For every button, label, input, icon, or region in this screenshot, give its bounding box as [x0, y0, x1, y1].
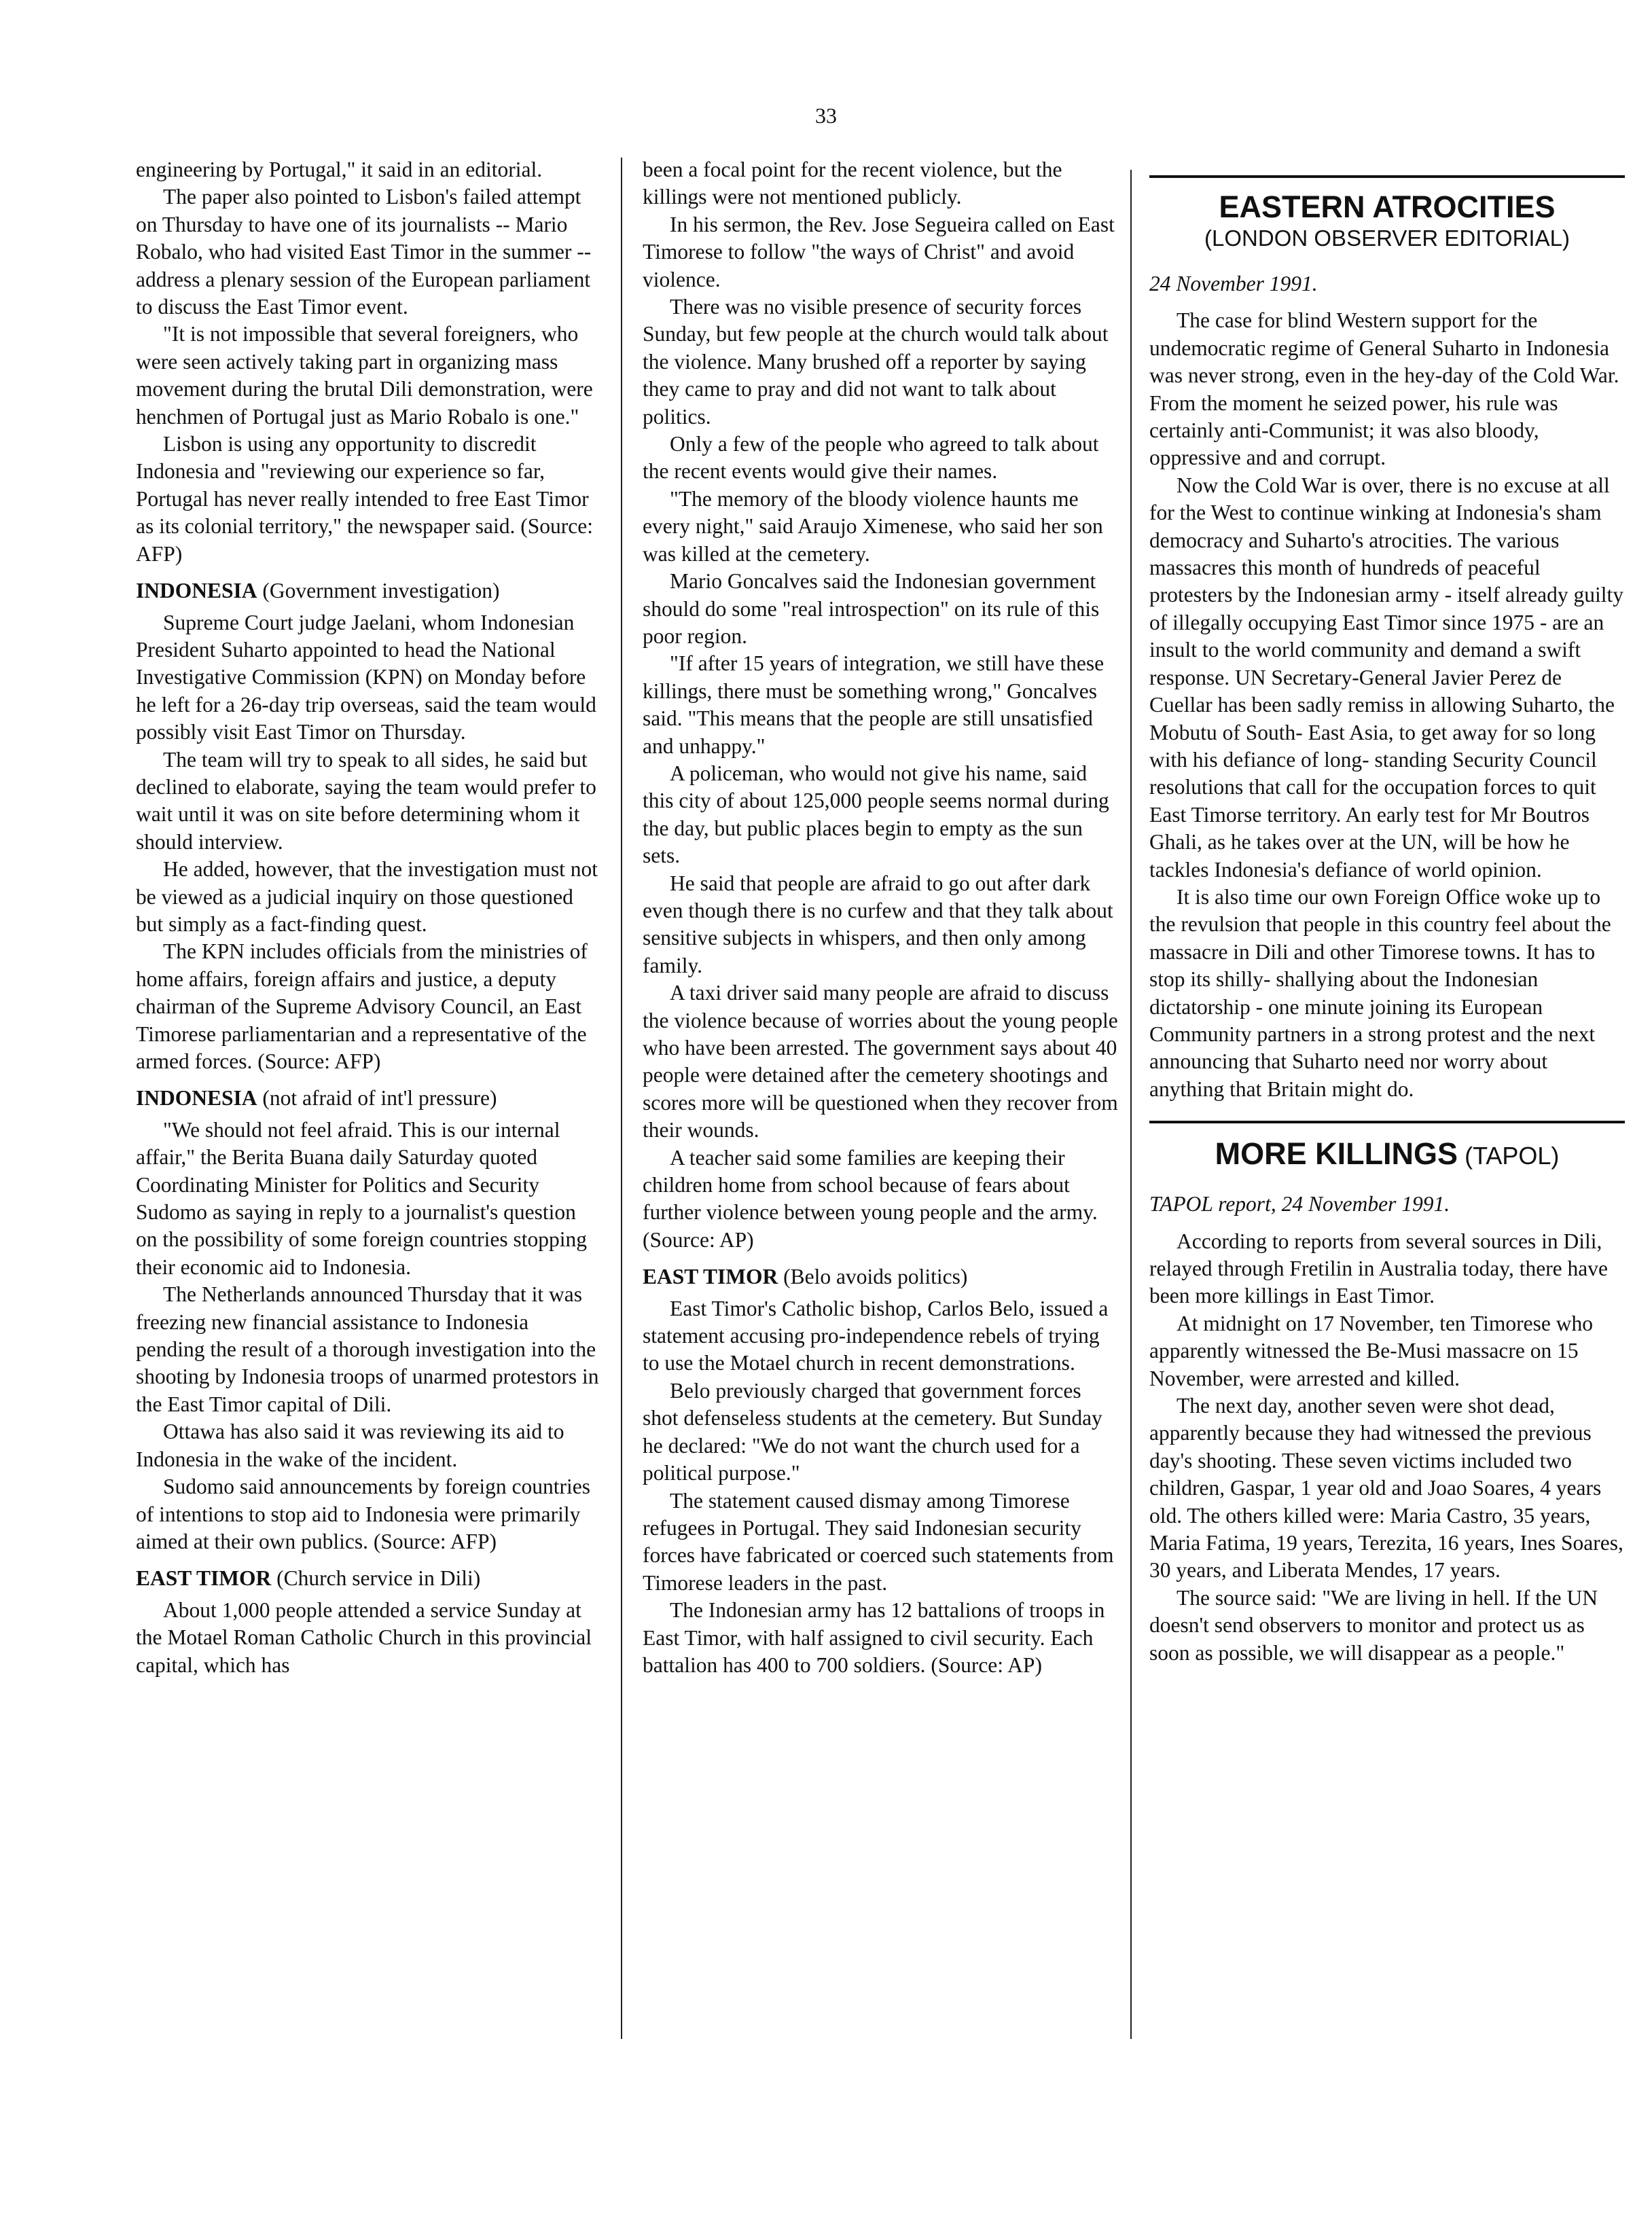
paragraph: Supreme Court judge Jaelani, whom Indonesian President Suharto appointed to head the National Investigative Commission (KPN) on Monday before he left for a 26-day trip overseas, said the team would possibly visit East Timor on Thursday.: [136, 610, 596, 744]
paragraph: "The memory of the bloody violence haunts me every night," said Araujo Ximenese, who said her son was killed at the cemetery.: [643, 486, 1103, 566]
article-heading: INDONESIA (not afraid of int'l pressure): [136, 1086, 497, 1110]
paragraph: The Netherlands announced Thursday that it was freezing new financial assistance to Indonesia pending the result of a thorough investigation into the shooting by Indonesia troops of unarmed protestors in the East Timor capital of Dili.: [136, 1282, 599, 1416]
paragraph: According to reports from several sources in Dili, relayed through Fretilin in Australia today, there have been more killings in East Timor.: [1149, 1229, 1609, 1308]
column-1: [136, 156, 599, 1679]
paragraph: The source said: "We are living in hell. If the UN doesn't send observers to monitor and protect us as soon as possible, we will disappear as a people.": [1149, 1585, 1598, 1665]
paragraph: "If after 15 years of integration, we still have these killings, there must be something wrong," Goncalves said. "This means that the people are still unsatisfied and unhappy.": [643, 651, 1105, 758]
paragraph: The next day, another seven were shot dead, apparently because they had witnessed the previous day's shooting. These seven victims included two children, Gaspar, 1 year old and Joao Soares, 4 years old. The others killed were: Maria Castro, 35 years, Maria Fatima, 19 years, Terezita, 16 years, Ines Soares, 30 years, and Liberata Mendes, 17 years.: [1149, 1394, 1623, 1583]
column-3: [1149, 175, 1625, 1667]
paragraph: Lisbon is using any opportunity to discredit Indonesia and "reviewing our experience so far, Portugal has never really intended to free East Timor as its colonial territory," the newspaper said. (Source: AFP): [136, 432, 593, 566]
paragraph: The KPN includes officials from the ministries of home affairs, foreign affairs and justice, a deputy chairman of the Supreme Advisory Council, an East Timorese parliamentarian and a representative of the armed forces. (Source: AFP): [136, 939, 588, 1073]
paragraph: "It is not impossible that several foreigners, who were seen actively taking part in organizing mass movement during the brutal Dili demonstration, were henchmen of Portugal just as Mario Robalo is one.": [136, 322, 593, 429]
paragraph: "We should not feel afraid. This is our internal affair," the Berita Buana daily Saturday quoted Coordinating Minister for Politics and Security Sudomo as saying in reply to a journalist's question on the possibility of some foreign countries stopping their economic aid to Indonesia.: [136, 1117, 588, 1279]
paragraph: There was no visible presence of security forces Sunday, but few people at the church would talk about the violence. Many brushed off a reporter by saying they came to pray and did not want to talk about politics.: [643, 295, 1109, 429]
paragraph: He said that people are afraid to go out after dark even though there is no curfew and that they talk about sensitive subjects in whispers, and then only among family.: [643, 871, 1113, 977]
column-2: [643, 156, 1119, 1679]
section-subtitle: (LONDON OBSERVER EDITORIAL): [1204, 225, 1570, 251]
section-title: EASTERN ATROCITIES: [1219, 189, 1556, 224]
paragraph: A policeman, who would not give his name, said this city of about 125,000 people seems normal during the day, but public places begin to empty as the sun sets.: [643, 761, 1109, 868]
article-heading: EAST TIMOR (Belo avoids politics): [643, 1265, 968, 1289]
paragraph: About 1,000 people attended a service Sunday at the Motael Roman Catholic Church in this provincial capital, which has: [136, 1597, 592, 1677]
paragraph: East Timor's Catholic bishop, Carlos Belo, issued a statement accusing pro-independence rebels of trying to use the Motael church in recent demonstrations.: [643, 1296, 1109, 1375]
paragraph: A taxi driver said many people are afraid to discuss the violence because of worries about the young people who have been arrested. The government says about 40 people were detained after the cemetery shootings and scores more will be questioned when they recover from their wounds.: [643, 981, 1118, 1142]
paragraph: A teacher said some families are keeping their children home from school because of fears about further violence between young people and the army. (Source: AP): [643, 1145, 1098, 1252]
paragraph: At midnight on 17 November, ten Timorese who apparently witnessed the Be-Musi massacre on 15 November, were arrested and killed.: [1149, 1311, 1593, 1390]
article-heading: EAST TIMOR (Church service in Dili): [136, 1566, 481, 1591]
page-number: 33: [815, 103, 837, 128]
section-title: MORE KILLINGS (TAPOL): [1215, 1136, 1560, 1172]
paragraph: The statement caused dismay among Timorese refugees in Portugal. They said Indonesian security forces have fabricated or coerced such statements from Timorese leaders in the past.: [643, 1488, 1114, 1595]
article-heading: INDONESIA (Government investigation): [136, 579, 500, 603]
column-divider-left: [621, 158, 622, 2039]
paragraph: been a focal point for the recent violence, but the killings were not mentioned publicly.: [643, 158, 1062, 209]
paragraph: The paper also pointed to Lisbon's failed attempt on Thursday to have one of its journalists -- Mario Robalo, who had visited East Timor in the summer -- address a plenary session of the European parliament to discuss the East Timor event.: [136, 185, 592, 319]
paragraph: In his sermon, the Rev. Jose Segueira called on East Timorese to follow "the ways of Christ" and avoid violence.: [643, 212, 1115, 291]
section-rule: [1149, 175, 1625, 178]
paragraph: The Indonesian army has 12 battalions of troops in East Timor, with half assigned to civil security. Each battalion has 400 to 700 soldiers. (Source: AP): [643, 1598, 1105, 1677]
paragraph: engineering by Portugal," it said in an editorial.: [136, 158, 543, 181]
paragraph: The case for blind Western support for the undemocratic regime of General Suharto in Indonesia was never strong, even in the hey-day of the Cold War. From the moment he seized power, his rule was certainly anti-Communist; it was also bloody, oppressive and and corrupt.: [1149, 308, 1619, 470]
paragraph: Only a few of the people who agreed to talk about the recent events would give their names.: [643, 432, 1099, 484]
paragraph: It is also time our own Foreign Office woke up to the revulsion that people in this country feel about the massacre in Dili and other Timorese towns. It has to stop its shilly- shallying about the Indonesian dictatorship - one minute joining its European Community partners in a strong protest and the next announcing that Suharto need nor worry about anything that Britain might do.: [1149, 884, 1611, 1101]
paragraph: He added, however, that the investigation must not be viewed as a judicial inquiry on those questioned but simply as a fact-finding quest.: [136, 857, 598, 936]
paragraph: Now the Cold War is over, there is no excuse at all for the West to continue winking at Indonesia's sham democracy and Suharto's atrocities. The various massacres this month of hundreds of peaceful protesters by the Indonesian army - itself already guilty of illegally occupying East Timor since 1975 - are an insult to the world community and demand a swift response. UN Secretary-General Javier Perez de Cuellar has been sadly remiss in allowing Suharto, the Mobutu of South- East Asia, to get away for so long with his defiance of long- standing Security Council resolutions that call for the occupation forces to quit East Timorse territory. An early test for Mr Boutros Ghali, as he takes over at the UN, will be how he tackles Indonesia's defiance of world opinion.: [1149, 473, 1624, 882]
paragraph: Ottawa has also said it was reviewing its aid to Indonesia in the wake of the incident.: [136, 1420, 564, 1471]
paragraph: Belo previously charged that government forces shot defenseless students at the cemetery. But Sunday he declared: "We do not want the church used for a political purpose.": [643, 1378, 1102, 1485]
section-rule: [1149, 1121, 1625, 1123]
paragraph: Mario Goncalves said the Indonesian government should do some "real introspection" on its rule of this poor region.: [643, 569, 1100, 648]
paragraph: Sudomo said announcements by foreign countries of intentions to stop aid to Indonesia were primarily aimed at their own publics. (Source: AFP): [136, 1475, 591, 1553]
byline: TAPOL report, 24 November 1991.: [1149, 1192, 1450, 1216]
column-divider-right: [1130, 170, 1132, 2039]
byline: 24 November 1991.: [1149, 272, 1318, 295]
paragraph: The team will try to speak to all sides, he said but declined to elaborate, saying the team would prefer to wait until it was on site before determining whom it should interview.: [136, 747, 596, 854]
